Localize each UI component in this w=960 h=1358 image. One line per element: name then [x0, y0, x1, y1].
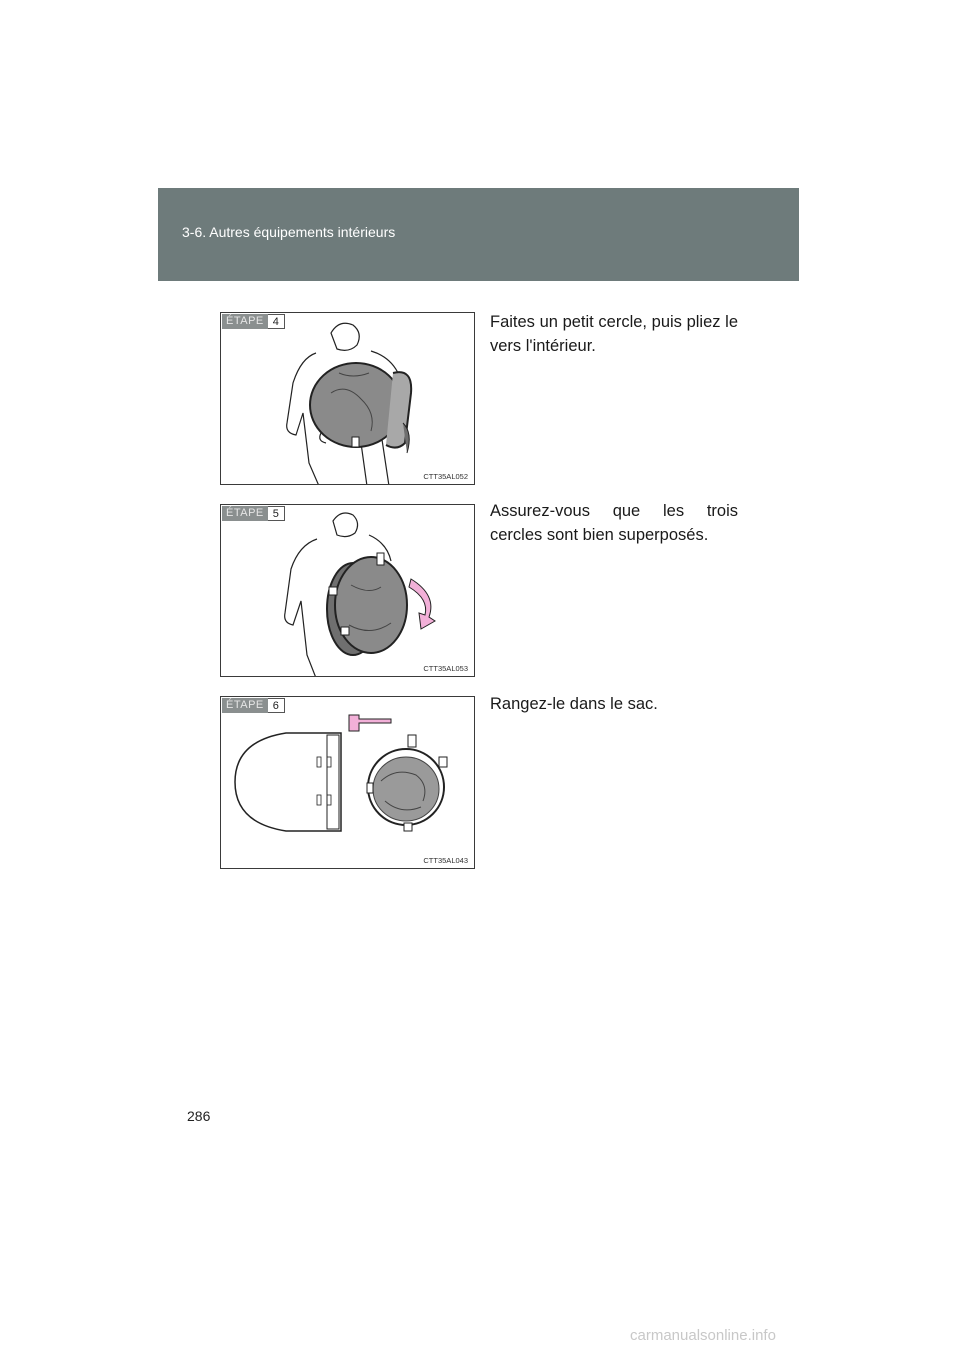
- figure-code: CTT35AL053: [423, 664, 468, 673]
- step-number: 5: [268, 506, 285, 521]
- folding-illustration-step-5: [221, 505, 475, 677]
- figure-code: CTT35AL052: [423, 472, 468, 481]
- step-number: 6: [268, 698, 285, 713]
- section-header: [158, 188, 799, 281]
- figure-code: CTT35AL043: [423, 856, 468, 865]
- step-6-figure: [220, 696, 475, 869]
- step-5-figure: [220, 504, 475, 677]
- step-4-instruction: Faites un petit cercle, puis pliez le vers l'intérieur.: [490, 313, 738, 355]
- watermark: carmanualsonline.info: [630, 1327, 776, 1344]
- step-badge: [222, 698, 285, 713]
- section-title: 3-6. Autres équipements intérieurs: [182, 224, 396, 240]
- step-6-instruction: Rangez-le dans le sac.: [490, 695, 658, 713]
- step-label: ÉTAPE: [222, 314, 268, 329]
- step-badge: [222, 506, 285, 521]
- step-number: 4: [268, 314, 285, 329]
- step-label: ÉTAPE: [222, 506, 268, 521]
- step-5-instruction: Assurez-vous que les trois cercles sont bien superposés.: [490, 502, 738, 544]
- storage-illustration-step-6: [221, 697, 475, 869]
- step-badge: [222, 314, 285, 329]
- step-4-figure: [220, 312, 475, 485]
- folding-illustration-step-4: [221, 313, 475, 485]
- page-number: 286: [187, 1108, 211, 1124]
- step-label: ÉTAPE: [222, 698, 268, 713]
